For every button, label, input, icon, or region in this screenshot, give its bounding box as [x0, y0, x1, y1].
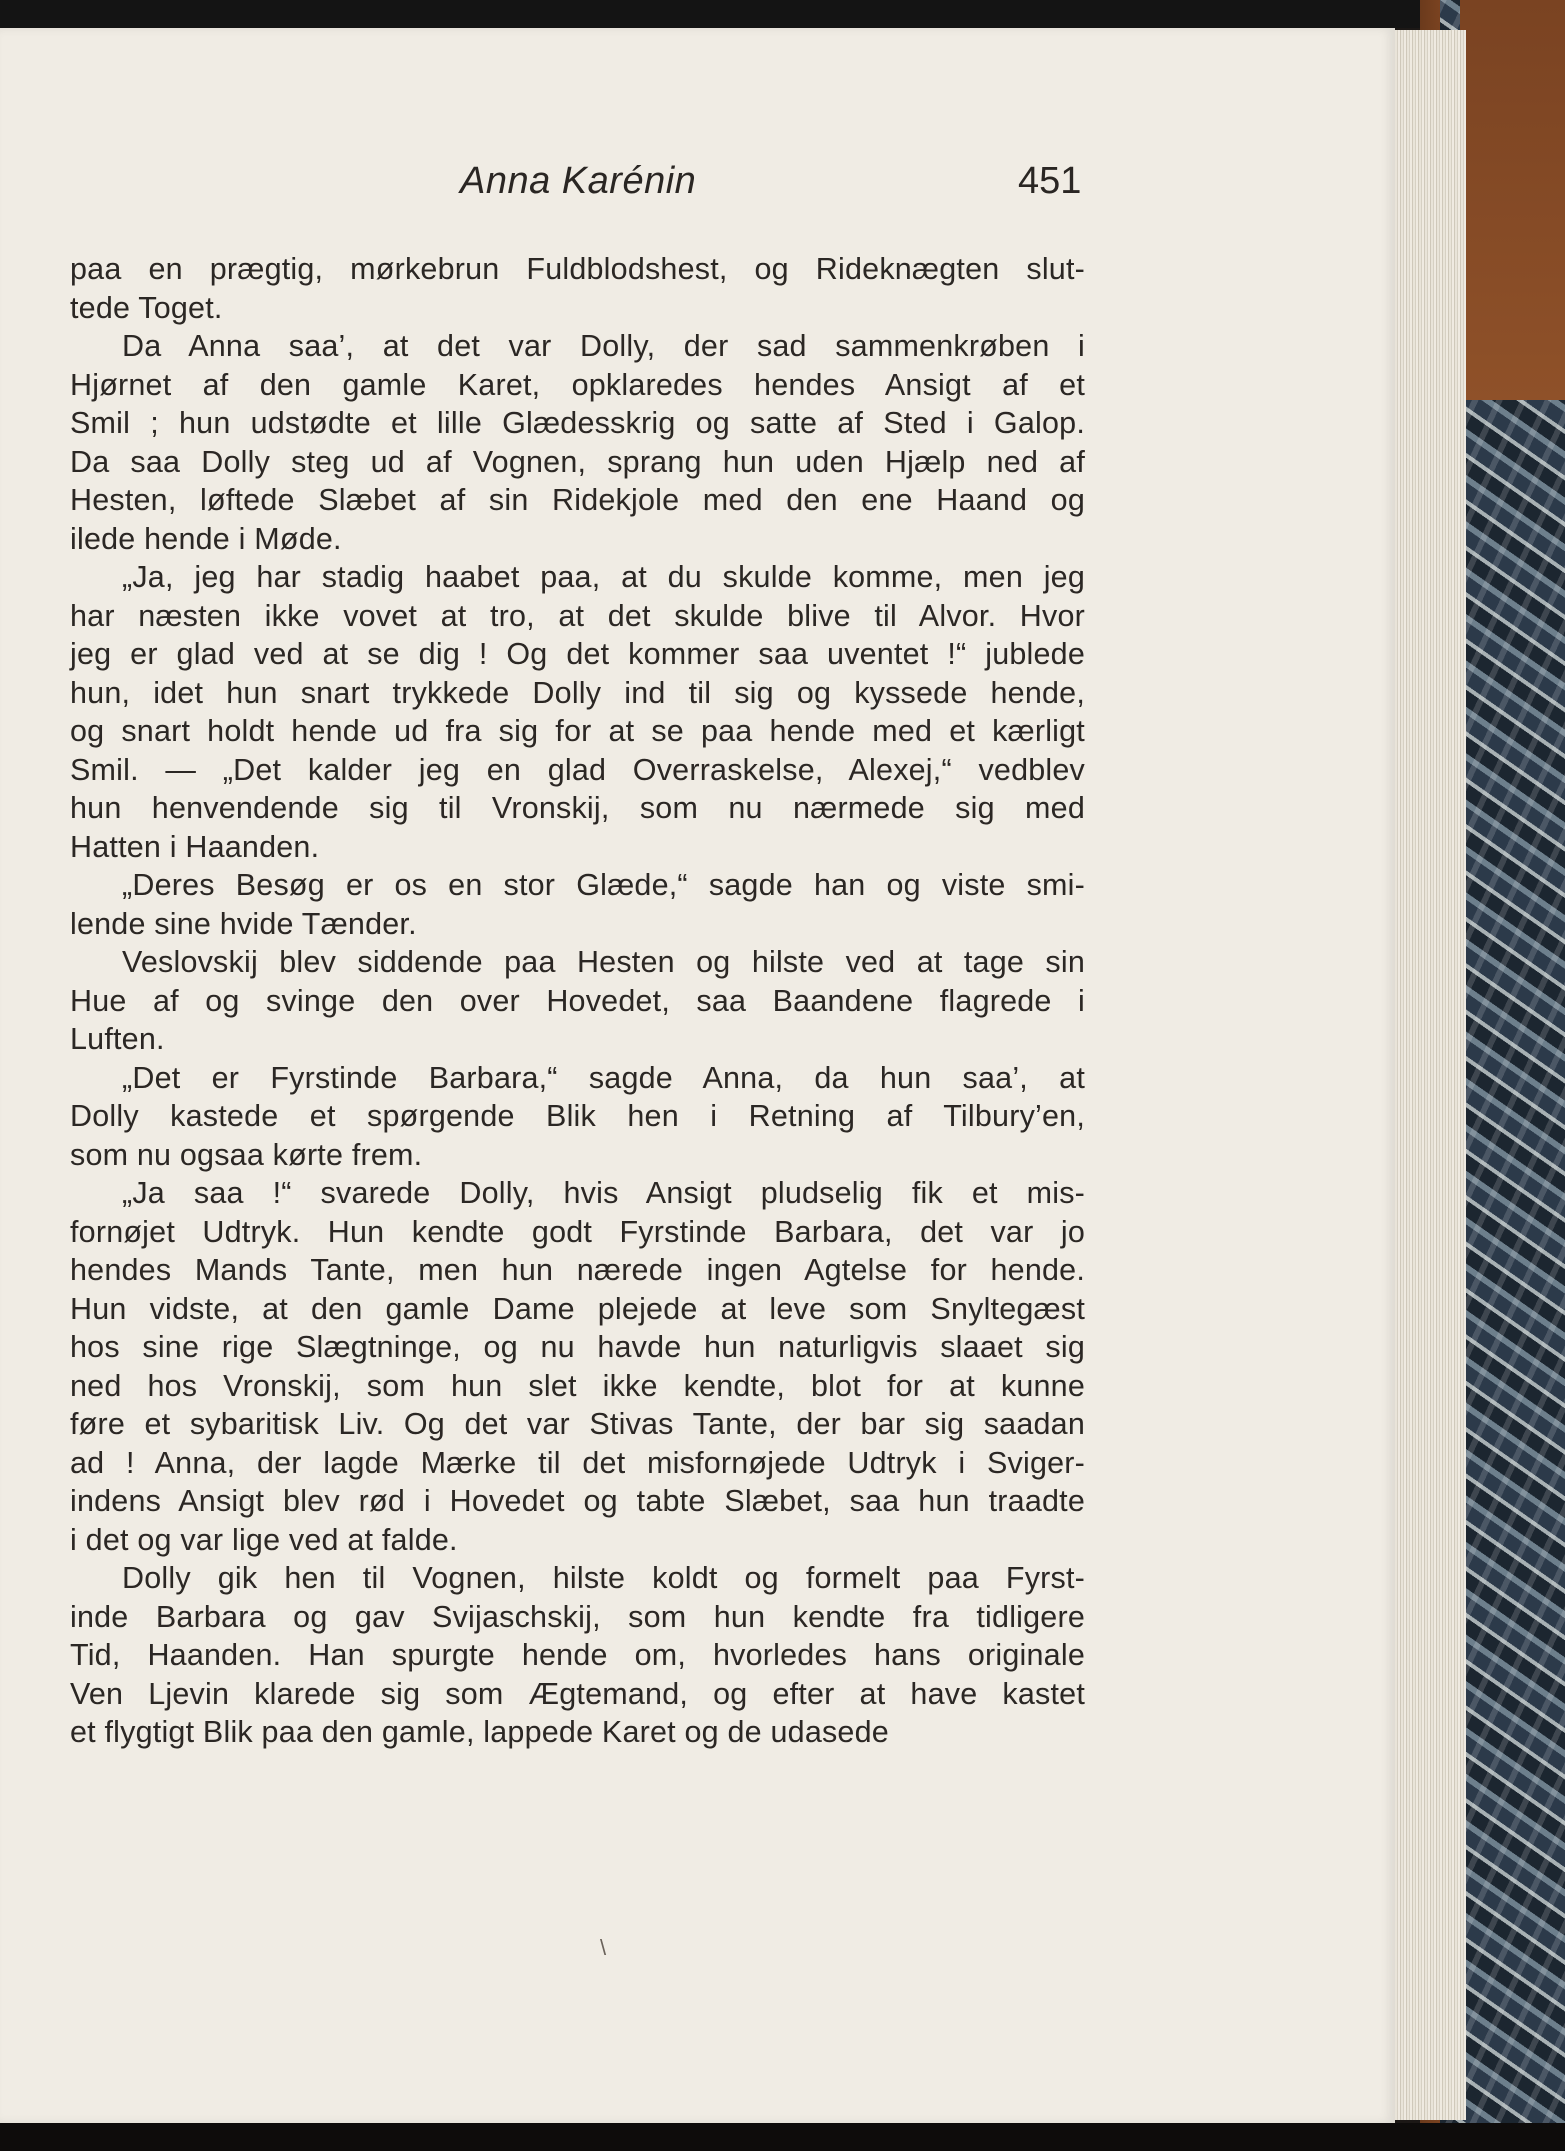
text-line: Dolly kastede et spørgende Blik hen i Retning af Tilbury’en, [70, 1099, 1085, 1133]
text-line: inde Barbara og gav Svijaschskij, som hun kendte fra tidligere [70, 1599, 1085, 1634]
text-line: jeg er glad ved at se dig ! Og det kommer saa uventet !“ jublede [70, 637, 1085, 671]
top-band [0, 0, 1440, 28]
body-text [70, 250, 1085, 1752]
text-line: som nu ogsaa kørte frem. [70, 1137, 423, 1172]
page-number: 451 [1018, 160, 1082, 202]
text-line: hun henvendende sig til Vronskij, som nu nærmede sig med [70, 791, 1085, 825]
text-line: Da Anna saa’, at det var Dolly, der sad sammenkrøben i [122, 329, 1085, 363]
text-line: føre et sybaritisk Liv. Og det var Stivas Tante, der bar sig saadan [70, 1407, 1085, 1441]
text-line: Hjørnet af den gamle Karet, opklaredes hendes Ansigt af et [70, 367, 1085, 402]
text-line: „Ja saa !“ svarede Dolly, hvis Ansigt pludselig fik et mis- [122, 1176, 1085, 1210]
text-line: paa en prægtig, mørkebrun Fuldblodshest, og Rideknægten slut- [70, 252, 1085, 286]
text-line: ilede hende i Møde. [70, 521, 342, 556]
text-line: Ven Ljevin klarede sig som Ægtemand, og efter at have kastet [70, 1676, 1085, 1711]
text-line: Luften. [70, 1022, 165, 1056]
text-line: Smil. — „Det kalder jeg en glad Overraskelse, Alexej,“ vedblev [70, 752, 1085, 787]
text-line: Hun vidste, at den gamle Dame plejede at leve som Snyltegæst [70, 1291, 1085, 1326]
text-line: Dolly gik hen til Vognen, hilste koldt og formelt paa Fyrst- [122, 1561, 1085, 1595]
text-line: „Deres Besøg er os en stor Glæde,“ sagde han og viste smi- [122, 868, 1085, 902]
text-line: fornøjet Udtryk. Hun kendte godt Fyrstinde Barbara, det var jo [70, 1214, 1085, 1249]
text-line: Hue af og svinge den over Hovedet, saa Baandene flagrede i [70, 983, 1085, 1018]
text-line: Smil ; hun udstødte et lille Glædesskrig og satte af Sted i Galop. [70, 406, 1085, 440]
text-line: „Det er Fyrstinde Barbara,“ sagde Anna, da hun saa’, at [122, 1060, 1085, 1095]
text-line: tede Toget. [70, 290, 223, 325]
running-title: Anna Karénin [460, 160, 697, 202]
text-line: hun, idet hun snart trykkede Dolly ind til sig og kyssede hende, [70, 675, 1085, 710]
cover-leather-corner [1460, 0, 1565, 400]
text-line: Tid, Haanden. Han spurgte hende om, hvorledes hans originale [70, 1638, 1085, 1672]
text-line: lende sine hvide Tænder. [70, 906, 417, 941]
text-line: ad ! Anna, der lagde Mærke til det misfornøjede Udtryk i Sviger- [70, 1445, 1085, 1480]
text-line: indens Ansigt blev rød i Hovedet og tabte Slæbet, saa hun traadte [70, 1484, 1085, 1518]
text-line: har næsten ikke vovet at tro, at det skulde blive til Alvor. Hvor [70, 598, 1085, 633]
footer-mark: \ [600, 1935, 607, 1960]
text-line: Da saa Dolly steg ud af Vognen, sprang hun uden Hjælp ned af [70, 444, 1085, 479]
text-line: „Ja, jeg har stadig haabet paa, at du skulde komme, men jeg [122, 560, 1085, 594]
text-line: hendes Mands Tante, men hun nærede ingen Agtelse for hende. [70, 1253, 1085, 1287]
text-line: og snart holdt hende ud fra sig for at se paa hende med et kærligt [70, 714, 1085, 748]
bottom-band [0, 2123, 1565, 2151]
text-line: i det og var lige ved at falde. [70, 1522, 458, 1557]
text-line: Veslovskij blev siddende paa Hesten og hilste ved at tage sin [122, 945, 1085, 979]
text-line: ned hos Vronskij, som hun slet ikke kendte, blot for at kunne [70, 1368, 1085, 1403]
text-line: et flygtigt Blik paa den gamle, lappede Karet og de udasede [70, 1715, 889, 1749]
text-line: Hatten i Haanden. [70, 829, 320, 864]
text-line: Hesten, løftede Slæbet af sin Ridekjole med den ene Haand og [70, 483, 1085, 517]
text-line: hos sine rige Slægtninge, og nu havde hun naturligvis slaaet sig [70, 1330, 1085, 1364]
running-head [0, 160, 1395, 220]
